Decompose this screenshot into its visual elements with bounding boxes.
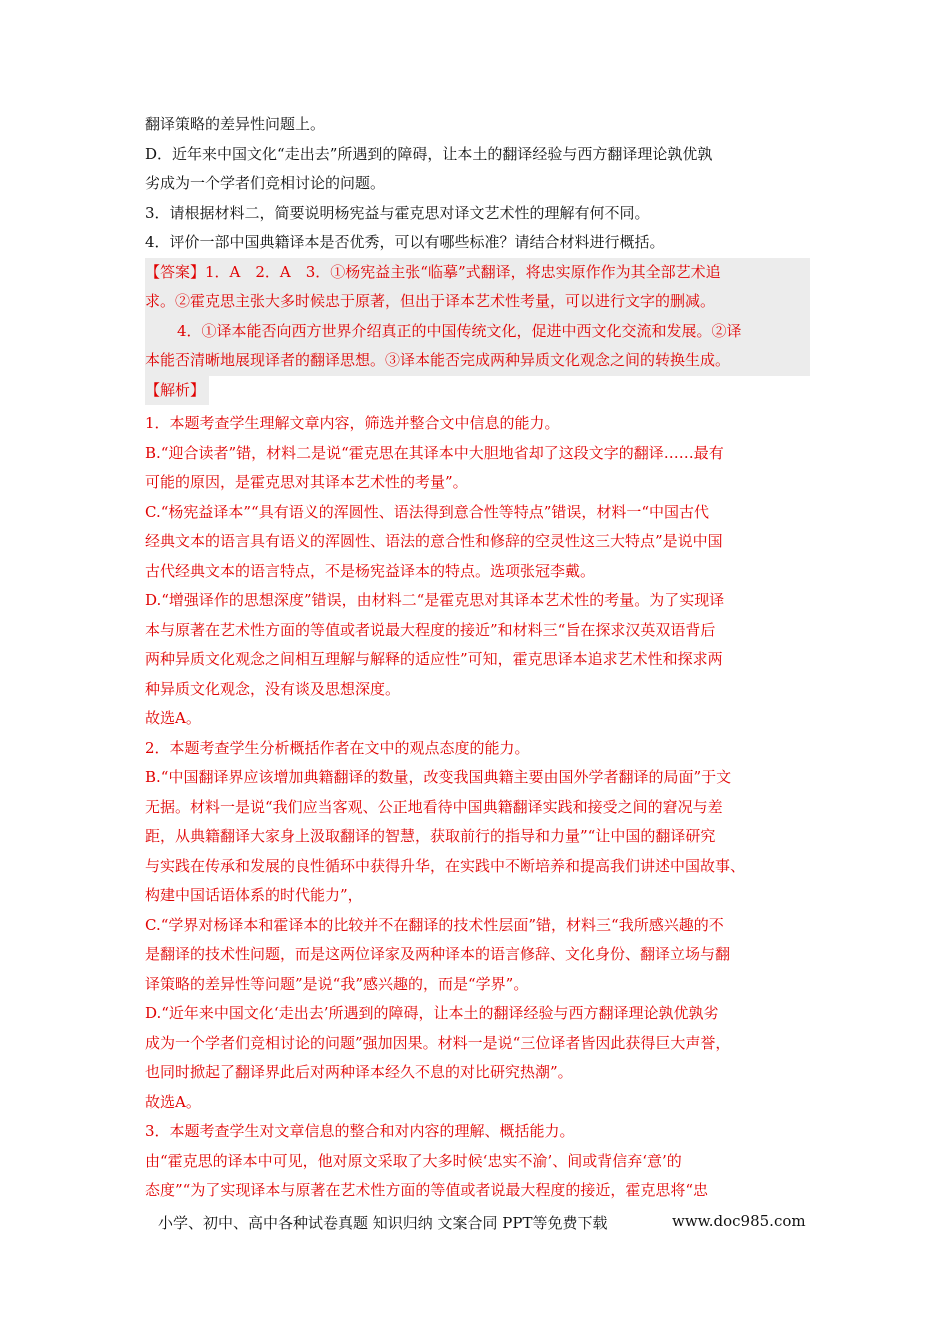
footer-text: 小学、初中、高中各种试卷真题 知识归纳 文案合同 PPT等免费下载 <box>158 1214 608 1232</box>
analysis-section <box>145 376 810 1206</box>
question-line: 3．请根据材料二，简要说明杨宪益与霍克思对译文艺术性的理解有何不同。 <box>145 203 650 222</box>
analysis-line: 与实践在传承和发展的良性循环中获得升华，在实践中不断培养和提高我们讲述中国故事、 <box>145 856 746 875</box>
analysis-line: 种异质文化观念，没有谈及思想深度。 <box>145 679 401 698</box>
analysis-line: 1．本题考查学生理解文章内容，筛选并整合文中信息的能力。 <box>145 414 560 432</box>
analysis-line: 两种异质文化观念之间相互理解与解释的适应性”可知，霍克思译本追求艺术性和探求两 <box>145 650 723 668</box>
analysis-line: B.“中国翻译界应该增加典籍翻译的数量，改变我国典籍主要由国外学者翻译的局面”于文 <box>145 768 732 786</box>
answer-line: 4．①译本能否向西方世界介绍真正的中国传统文化，促进中西文化交流和发展。②译 <box>145 317 810 347</box>
analysis-line: 故选A。 <box>145 709 201 727</box>
answer-line: 本能否清晰地展现译者的翻译思想。③译本能否完成两种异质文化观念之间的转换生成。 <box>145 346 810 376</box>
analysis-line: 无据。材料一是说“我们应当客观、公正地看待中国典籍翻译实践和接受之间的窘况与差 <box>145 797 723 816</box>
question-line: 4．评价一部中国典籍译本是否优秀，可以有哪些标准？请结合材料进行概括。 <box>145 233 665 251</box>
analysis-line: 成为一个学者们竞相讨论的问题”强加因果。材料一是说“三位译者皆因此获得巨大声誉， <box>145 1033 731 1052</box>
analysis-line: 距，从典籍翻译大家身上汲取翻译的智慧，获取前行的指导和力量”“让中国的翻译研究 <box>145 827 716 845</box>
questions-section <box>145 110 810 258</box>
page-footer <box>158 1212 806 1233</box>
analysis-line: 2．本题考查学生分析概括作者在文中的观点态度的能力。 <box>145 738 530 757</box>
analysis-line: 译策略的差异性等问题”是说“我”感兴趣的，而是“学界”。 <box>145 974 529 993</box>
analysis-line: 古代经典文本的语言特点，不是杨宪益译本的特点。选项张冠李戴。 <box>145 561 596 580</box>
question-line: D．近年来中国文化“走出去”所遇到的障碍，让本土的翻译经验与西方翻译理论孰优孰 <box>145 144 713 163</box>
answer-section <box>145 258 810 376</box>
analysis-line: B.“迎合读者”错，材料二是说“霍克思在其译本中大胆地省却了这段文字的翻译……最有 <box>145 443 724 462</box>
footer-url[interactable]: www.doc985.com <box>672 1212 806 1230</box>
analysis-line: 本与原著在艺术性方面的等值或者说最大程度的接近”和材料三“旨在探求汉英双语背后 <box>145 620 716 639</box>
analysis-line: 也同时掀起了翻译界此后对两种译本经久不息的对比研究热潮”。 <box>145 1063 573 1081</box>
analysis-line: 态度”“为了实现译本与原著在艺术性方面的等值或者说最大程度的接近，霍克思将“忠 <box>145 1181 709 1199</box>
analysis-line: 构建中国话语体系的时代能力”， <box>145 886 363 904</box>
analysis-line: 3．本题考查学生对文章信息的整合和对内容的理解、概括能力。 <box>145 1122 575 1140</box>
page-content <box>145 110 810 1206</box>
answer-line: 求。②霍克思主张大多时候忠于原著，但出于译本艺术性考量，可以进行文字的删减。 <box>145 287 810 317</box>
analysis-heading: 【解析】 <box>145 376 209 406</box>
analysis-line: 故选A。 <box>145 1092 201 1111</box>
analysis-line: 由“霍克思的译本中可见，他对原文采取了大多时候‘忠实不渝’、间或背信弃‘意’的 <box>145 1151 682 1170</box>
analysis-line: D.“增强译作的思想深度”错误，由材料二“是霍克思对其译本艺术性的考量。为了实现译 <box>145 591 725 609</box>
analysis-line: D.“近年来中国文化‘走出去’所遇到的障碍，让本土的翻译经验与西方翻译理论孰优孰劣 <box>145 1004 719 1022</box>
analysis-line: C.“学界对杨译本和霍译本的比较并不在翻译的技术性层面”错，材料三“我所感兴趣的不 <box>145 915 724 934</box>
analysis-line: C.“杨宪益译本”“具有语义的浑圆性、语法得到意合性等特点”错误，材料一“中国古代 <box>145 502 710 521</box>
analysis-line: 经典文本的语言具有语义的浑圆性、语法的意合性和修辞的空灵性这三大特点”是说中国 <box>145 532 723 550</box>
answer-line: 【答案】1．A 2．A 3．①杨宪益主张“临摹”式翻译，将忠实原作作为其全部艺术追 <box>145 258 810 288</box>
question-line: 劣成为一个学者们竞相讨论的问题。 <box>145 174 386 192</box>
analysis-line: 是翻译的技术性问题，而是这两位译家及两种译本的语言修辞、文化身份、翻译立场与翻 <box>145 945 731 963</box>
analysis-line: 可能的原因，是霍克思对其译本艺术性的考量”。 <box>145 473 468 491</box>
question-line: 翻译策略的差异性问题上。 <box>145 115 326 133</box>
